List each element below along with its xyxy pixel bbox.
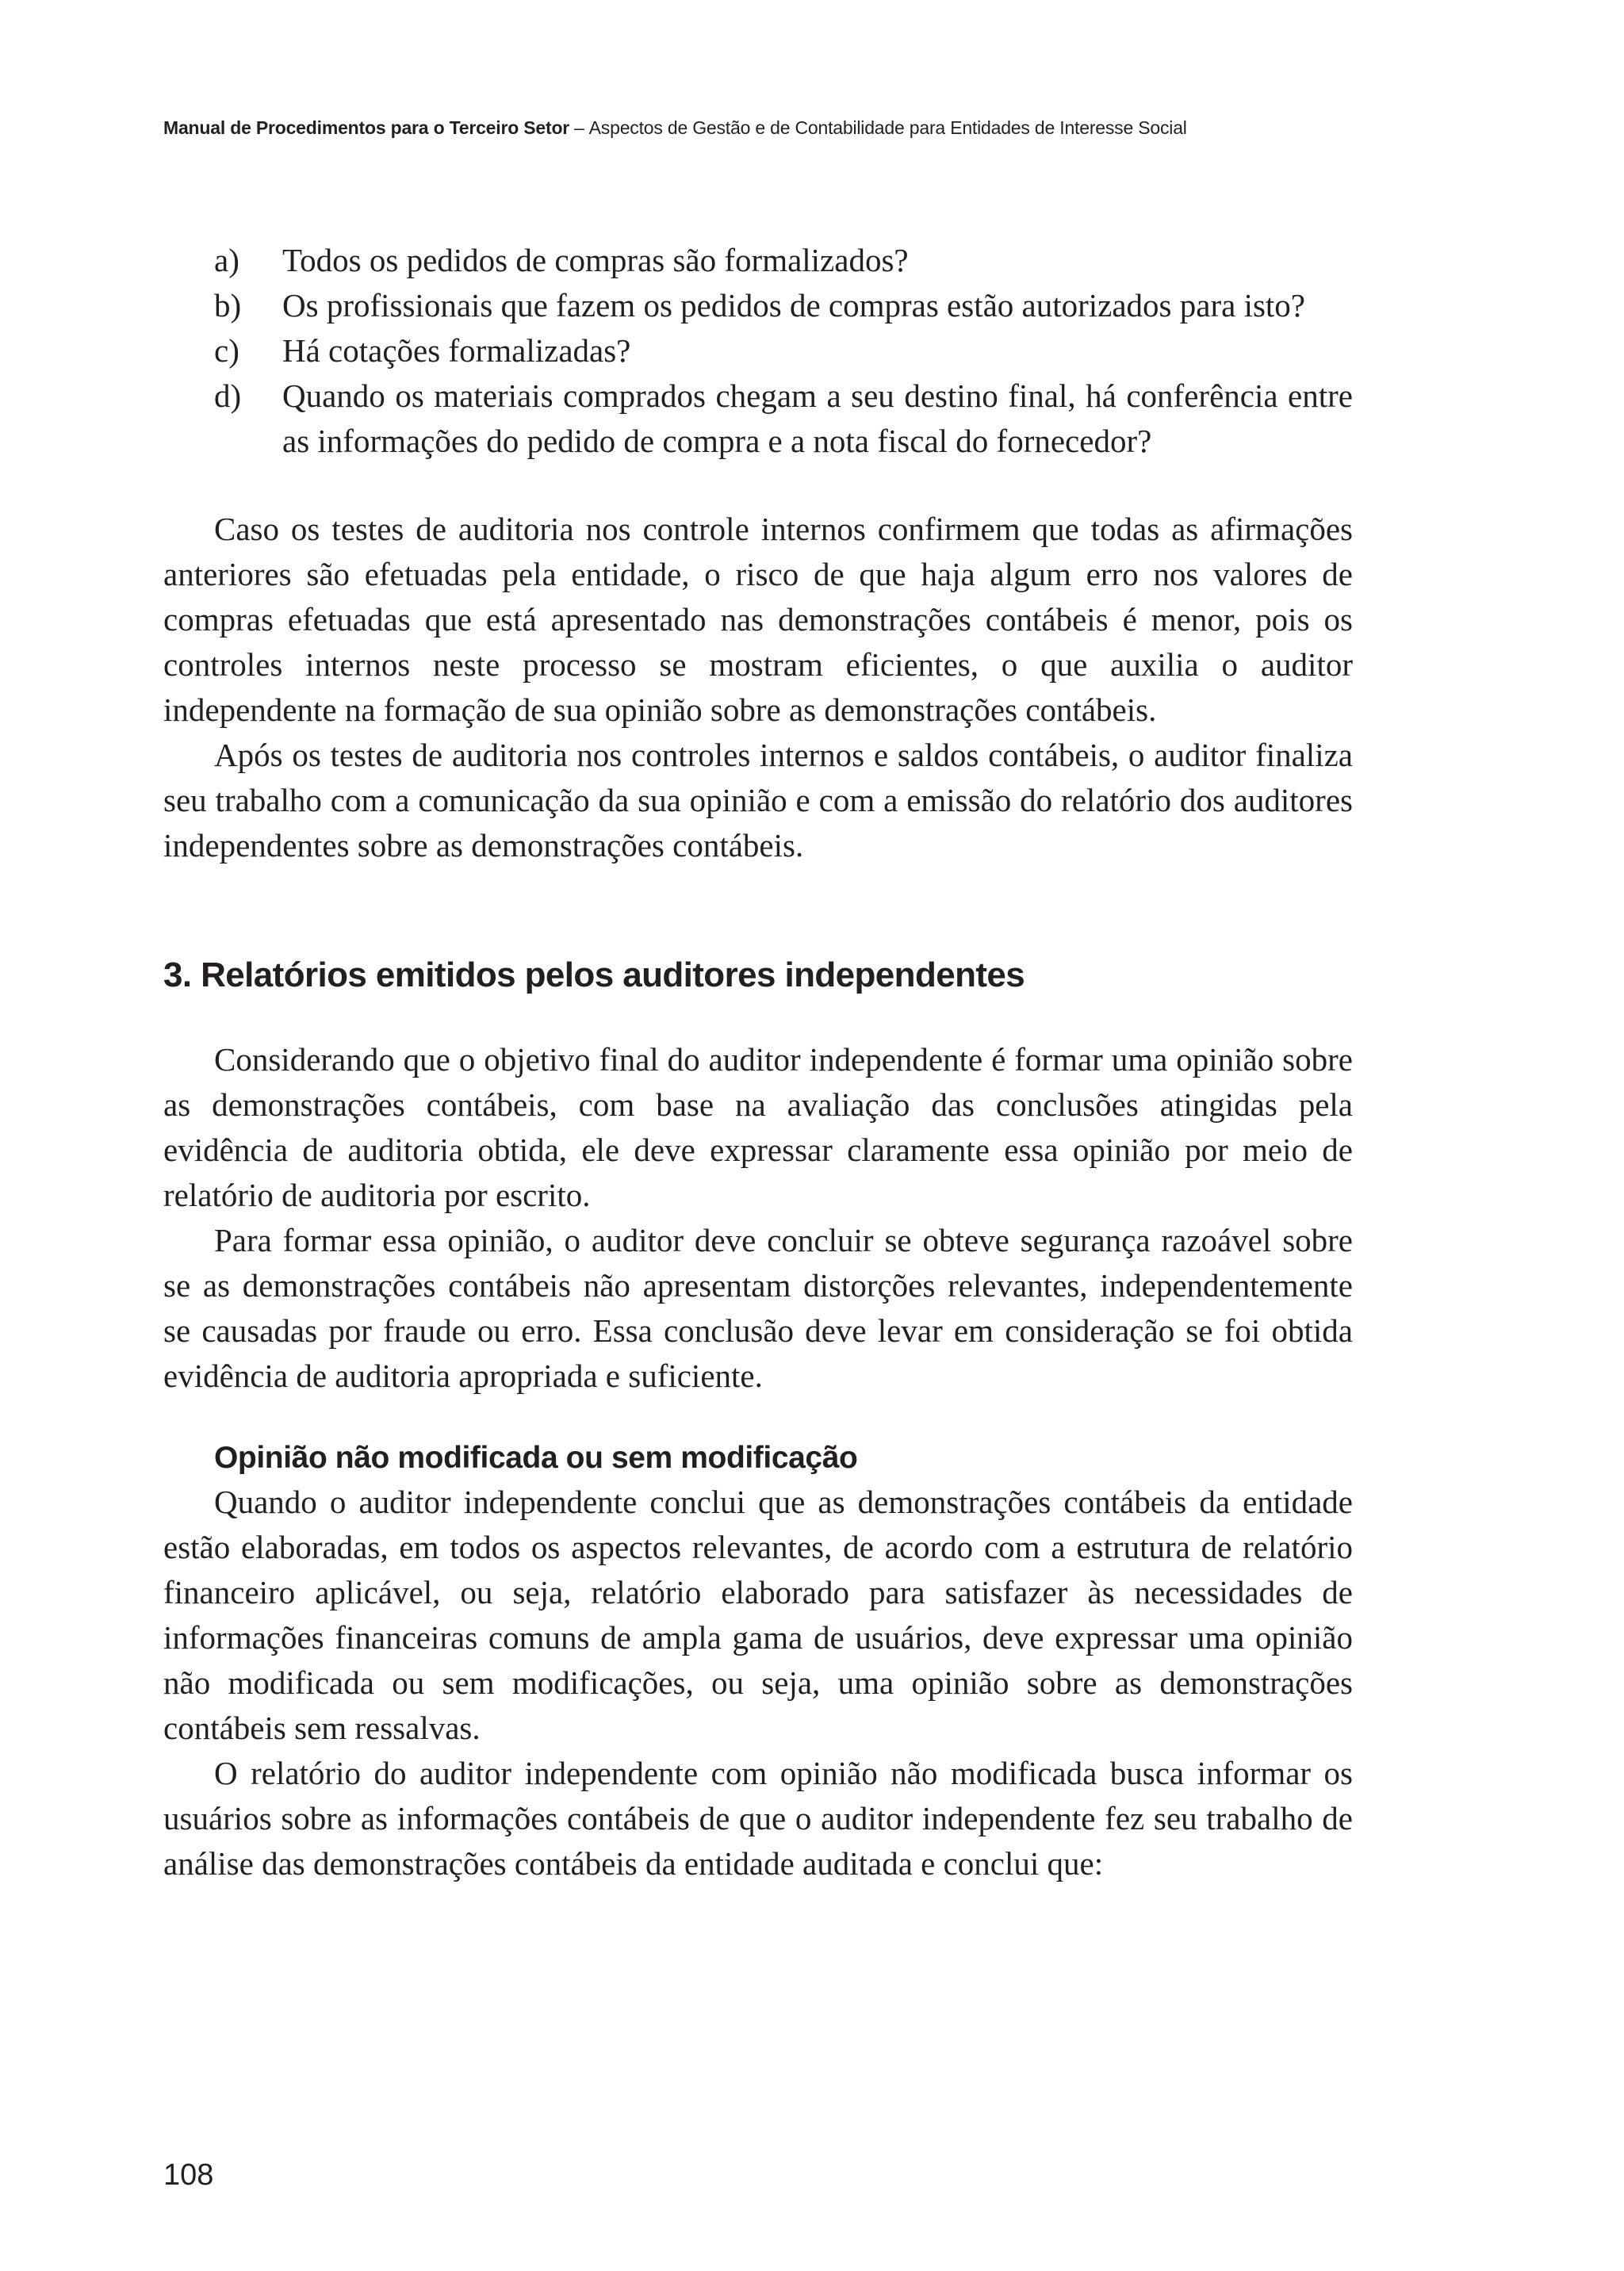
list-item [163,283,1353,328]
list-item-text: Os profissionais que fazem os pedidos de compras estão autorizados para isto? [282,287,1305,324]
intro-paragraph: Caso os testes de auditoria nos controle internos confirmem que todas as afirmações anteriores são efetuadas pela entidade, o risco de que haja algum erro nos valores de compras efetuadas que está apresentado nas demonstrações contábeis é menor, pois os controles internos neste processo se mostram eficientes, o que auxilia o auditor independente na formação de sua opinião sobre as demonstrações contábeis. [163,511,1353,728]
spacer [163,1399,1353,1437]
header-book-title: Manual de Procedimentos para o Terceiro Setor [163,117,570,138]
list-item-text: Quando os materiais comprados chegam a seu destino final, há conferência entre as informações do pedido de compra e a nota fiscal do fornecedor? [282,377,1353,459]
spacer [163,999,1353,1037]
list-item-text: Todos os pedidos de compras são formalizados? [282,242,909,278]
list-item [163,328,1353,373]
page-number: 108 [163,2158,214,2192]
subsection-heading: Opinião não modificada ou sem modificação [214,1441,858,1475]
spacer [163,868,1353,952]
section-paragraph: Para formar essa opinião, o auditor deve concluir se obteve segurança razoável sobre se as demonstrações contábeis não apresentam distorções relevantes, independentemente se causadas por fraude ou erro. Essa conclusão deve levar em consideração se foi obtida evidência de auditoria apropriada e suficiente. [163,1222,1353,1394]
list-item-text: Há cotações formalizadas? [282,332,631,369]
subsection-paragraph: Quando o auditor independente conclui que as demonstrações contábeis da entidade estão elaboradas, em todos os aspectos relevantes, de acordo com a estrutura de relatório financeiro aplicável, ou seja, relatório elaborado para satisfazer às necessidades de informações financeiras comuns de ampla gama de usuários, deve expressar uma opinião não modificada ou sem modificações, ou seja, uma opinião sobre as demonstrações contábeis sem ressalvas. [163,1484,1353,1746]
header-separator: – [574,117,584,138]
list-item [163,373,1353,464]
running-header [163,117,1353,139]
list-item [163,238,1353,283]
list-marker: c) [214,332,239,369]
section-heading: 3. Relatórios emitidos pelos auditores independentes [163,956,1025,994]
spacer [163,464,1353,507]
list-marker: b) [214,287,242,324]
subsection-paragraph: O relatório do auditor independente com opinião não modificada busca informar os usuários sobre as informações contábeis de que o auditor independente fez seu trabalho de análise das demonstrações contábeis da entidade auditada e conclui que: [163,1755,1353,1882]
intro-paragraph: Após os testes de auditoria nos controles internos e saldos contábeis, o auditor finaliza seu trabalho com a comunicação da sua opinião e com a emissão do relatório dos auditores independentes sobre as demonstrações contábeis. [163,737,1353,864]
header-subtitle: Aspectos de Gestão e de Contabilidade para Entidades de Interesse Social [588,117,1187,138]
page-body [163,238,1353,1886]
question-list [163,238,1353,464]
list-marker: a) [214,242,239,278]
section-paragraph: Considerando que o objetivo final do auditor independente é formar uma opinião sobre as demonstrações contábeis, com base na avaliação das conclusões atingidas pela evidência de auditoria obtida, ele deve expressar claramente essa opinião por meio de relatório de auditoria por escrito. [163,1041,1353,1213]
list-marker: d) [214,377,242,414]
